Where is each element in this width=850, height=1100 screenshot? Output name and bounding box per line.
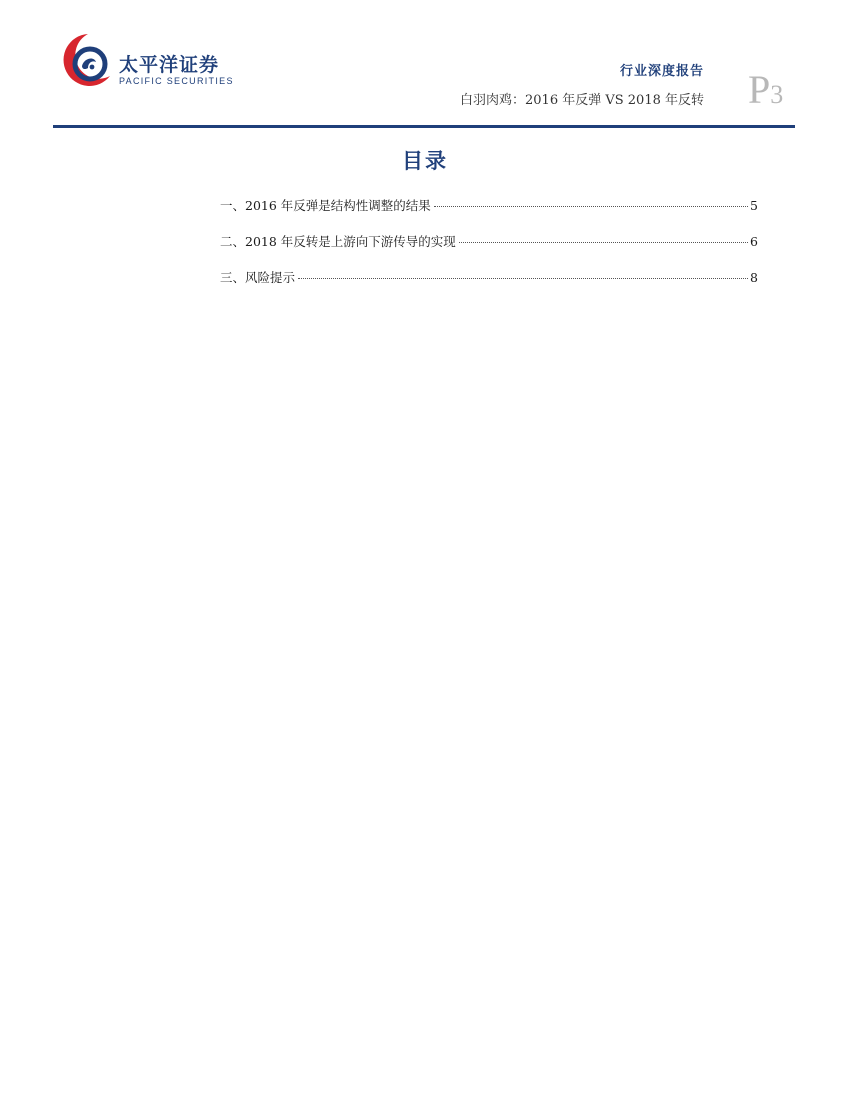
toc-leader-dots	[434, 206, 748, 207]
toc-entry-page: 8	[750, 270, 758, 285]
toc-entry-label: 一、2016 年反弹是结构性调整的结果	[220, 198, 431, 213]
report-subtitle: 白羽肉鸡：2016 年反弹 VS 2018 年反转	[460, 93, 704, 108]
brand-name-cn: 太平洋证券	[119, 54, 220, 76]
company-logo	[58, 30, 234, 92]
toc-entry[interactable]	[220, 268, 758, 304]
toc-entry[interactable]	[220, 232, 758, 268]
toc-leader-dots	[298, 278, 748, 279]
toc-entry-label: 三、风险提示	[220, 270, 296, 285]
toc-entry-label: 二、2018 年反转是上游向下游传导的实现	[220, 234, 456, 249]
toc-entry-page: 6	[750, 234, 758, 249]
toc-leader-dots	[459, 242, 748, 243]
pacific-securities-logo-icon	[58, 30, 118, 90]
page-number: 3	[770, 80, 784, 109]
toc-title: 目录	[402, 149, 448, 173]
toc-list	[220, 196, 758, 304]
brand-name-en: PACIFIC SECURITIES	[119, 76, 234, 86]
header-divider	[53, 125, 795, 128]
toc-entry-page: 5	[750, 198, 758, 213]
page-marker-prefix: P	[748, 67, 771, 112]
toc-entry[interactable]	[220, 196, 758, 232]
page-marker	[748, 67, 784, 112]
report-type: 行业深度报告	[619, 64, 704, 79]
